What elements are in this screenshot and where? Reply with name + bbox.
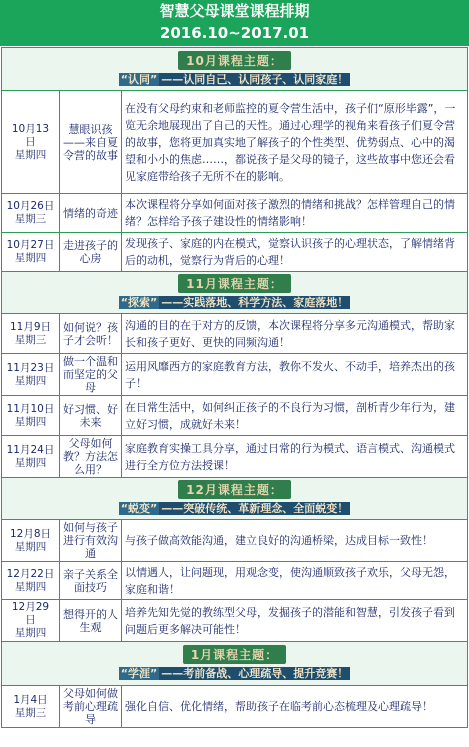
weekday: 星期四 <box>14 627 47 639</box>
date-line: 1月4日 <box>13 693 48 706</box>
description-cell: 沟通的目的在于对方的反馈，本次课程将分享多元沟通模式，帮助家长和孩子更好、更快的同频沟通！ <box>122 314 468 354</box>
month-header <box>2 642 468 686</box>
description-cell: 强化自信、优化情绪，帮助孩子在临考前心态梳理及心理疏导！ <box>122 686 468 728</box>
date-cell <box>2 194 60 233</box>
topic-cell: 父母如何教？方法怎么用？ <box>60 436 122 478</box>
month-header <box>2 478 468 520</box>
date-line: 11月10日 <box>6 402 55 415</box>
table-row <box>2 194 468 233</box>
table-row <box>2 354 468 396</box>
date-cell <box>2 396 60 436</box>
date-cell <box>2 686 60 728</box>
date-line: 11月9日 <box>9 320 52 333</box>
theme-keyword: “蜕变” <box>120 502 158 515</box>
description-cell: 培养先知先觉的教练型父母，发掘孩子的潜能和智慧，引发孩子看到问题后更多解决可能性！ <box>122 600 468 642</box>
description-cell: 以情遇人，让问题现，用观念变，使沟通顺致孩子欢乐，父母无怨，家庭和谐！ <box>122 562 468 600</box>
page-title: 智慧父母课堂课程排期 <box>159 2 310 20</box>
theme-detail: ——考前备战、心理疏导、提升竞赛！ <box>161 667 349 680</box>
theme-keyword: “认同” <box>120 72 158 86</box>
date-cell <box>2 233 60 272</box>
theme-detail: ——认同自己、认同孩子、认同家庭！ <box>161 72 349 86</box>
month-theme <box>2 501 467 516</box>
table-row <box>2 233 468 272</box>
table-row <box>2 91 468 194</box>
table-row <box>2 314 468 354</box>
topic-cell: 如何说？孩子才会听！ <box>60 314 122 354</box>
weekday: 星期四 <box>14 415 47 428</box>
weekday: 星期四 <box>14 148 47 161</box>
theme-detail: ——实践落地、科学方法、家庭落地！ <box>161 296 349 309</box>
month-title: 11月课程主题： <box>178 274 291 293</box>
date-cell <box>2 314 60 354</box>
date-line: 12月22日 <box>6 567 55 580</box>
date-line: 11月23日 <box>6 361 55 374</box>
weekday: 星期四 <box>14 374 47 387</box>
description-cell: 与孩子做高效能沟通，建立良好的沟通桥梁，达成目标一致性！ <box>122 520 468 562</box>
date-line: 10月13 <box>11 122 50 135</box>
description-cell: 发现孩子、家庭的内在模式，觉察认识孩子的心理状态，了解情绪背后的动机，觉察行为背后的心理！ <box>122 233 468 272</box>
description-cell: 在没有父母约束和老师监控的夏令营生活中，孩子们“原形毕露”，一览无余地展现出了自己的天性。通过心理学的视角来看孩子们夏令营的故事，您将更加真实地了解孩子的个性类型、优势弱点、心中的渴望和小小的焦虑……，都说孩子是父母的镜子，这些故事中您还会看见家庭带给孩子无所不在的影响。 <box>122 91 468 194</box>
description-cell: 在日常生活中，如何纠正孩子的不良行为习惯，剖析青少年行为，建立好习惯，成就好未来！ <box>122 396 468 436</box>
theme-keyword: “学涯” <box>120 667 158 680</box>
month-title: 10月课程主题： <box>178 51 291 70</box>
theme-detail: ——突破传统、革新理念、全面蜕变！ <box>161 502 349 515</box>
month-title: 12月课程主题： <box>178 480 291 499</box>
table-row <box>2 520 468 562</box>
topic-cell: 好习惯、好未来 <box>60 396 122 436</box>
weekday: 星期四 <box>14 252 47 264</box>
weekday: 星期三 <box>14 213 47 225</box>
table-row <box>2 562 468 600</box>
topic-cell: 做一个温和而坚定的父母 <box>60 354 122 396</box>
month-title: 1月课程主题： <box>183 645 286 664</box>
weekday: 星期三 <box>14 706 47 719</box>
date-line: 12月8日 <box>9 527 52 540</box>
month-theme <box>2 666 467 681</box>
schedule-table <box>1 47 468 728</box>
date-cell <box>2 600 60 642</box>
date-line: 日 <box>25 614 36 626</box>
page-period: 2016.10~2017.01 <box>159 24 310 42</box>
table-row <box>2 436 468 478</box>
title-banner <box>0 0 469 46</box>
topic-cell: 慧眼识孩——来自夏令营的故事 <box>60 91 122 194</box>
date-cell <box>2 562 60 600</box>
weekday: 星期三 <box>14 333 47 346</box>
topic-cell: 如何与孩子进行有效沟通 <box>60 520 122 562</box>
month-theme <box>2 72 467 87</box>
description-cell: 家庭教育实操工具分享，通过日常的行为模式、语言模式、沟通模式进行全方位方法授课！ <box>122 436 468 478</box>
date-line: 日 <box>25 135 36 148</box>
weekday: 星期四 <box>14 580 47 593</box>
topic-cell: 情绪的奇迹 <box>60 194 122 233</box>
theme-keyword: “探索” <box>120 296 158 309</box>
month-header-row <box>2 272 468 314</box>
month-header-row <box>2 478 468 520</box>
table-row <box>2 396 468 436</box>
date-cell <box>2 354 60 396</box>
description-cell: 运用风靡西方的家庭教育方法，教你不发火、不动手，培养杰出的孩子！ <box>122 354 468 396</box>
table-row <box>2 686 468 728</box>
date-line: 11月24日 <box>6 443 55 456</box>
month-header-row <box>2 642 468 686</box>
month-header <box>2 48 468 91</box>
table-row <box>2 600 468 642</box>
topic-cell: 亲子关系全面技巧 <box>60 562 122 600</box>
date-cell <box>2 436 60 478</box>
month-theme <box>2 295 467 310</box>
weekday: 星期四 <box>14 540 47 553</box>
month-header-row <box>2 48 468 91</box>
topic-cell: 走进孩子的心房 <box>60 233 122 272</box>
topic-cell: 想得开的人生观 <box>60 600 122 642</box>
date-line: 10月26日 <box>6 200 55 212</box>
topic-cell: 父母如何做考前心理疏导 <box>60 686 122 728</box>
date-cell <box>2 520 60 562</box>
weekday: 星期四 <box>14 456 47 469</box>
date-line: 12月29 <box>11 601 50 613</box>
date-line: 10月27日 <box>6 239 55 251</box>
description-cell: 本次课程将分享如何面对孩子激烈的情绪和挑战？怎样管理自己的情绪？怎样给予孩子建设性的情绪影响！ <box>122 194 468 233</box>
month-header <box>2 272 468 314</box>
date-cell <box>2 91 60 194</box>
